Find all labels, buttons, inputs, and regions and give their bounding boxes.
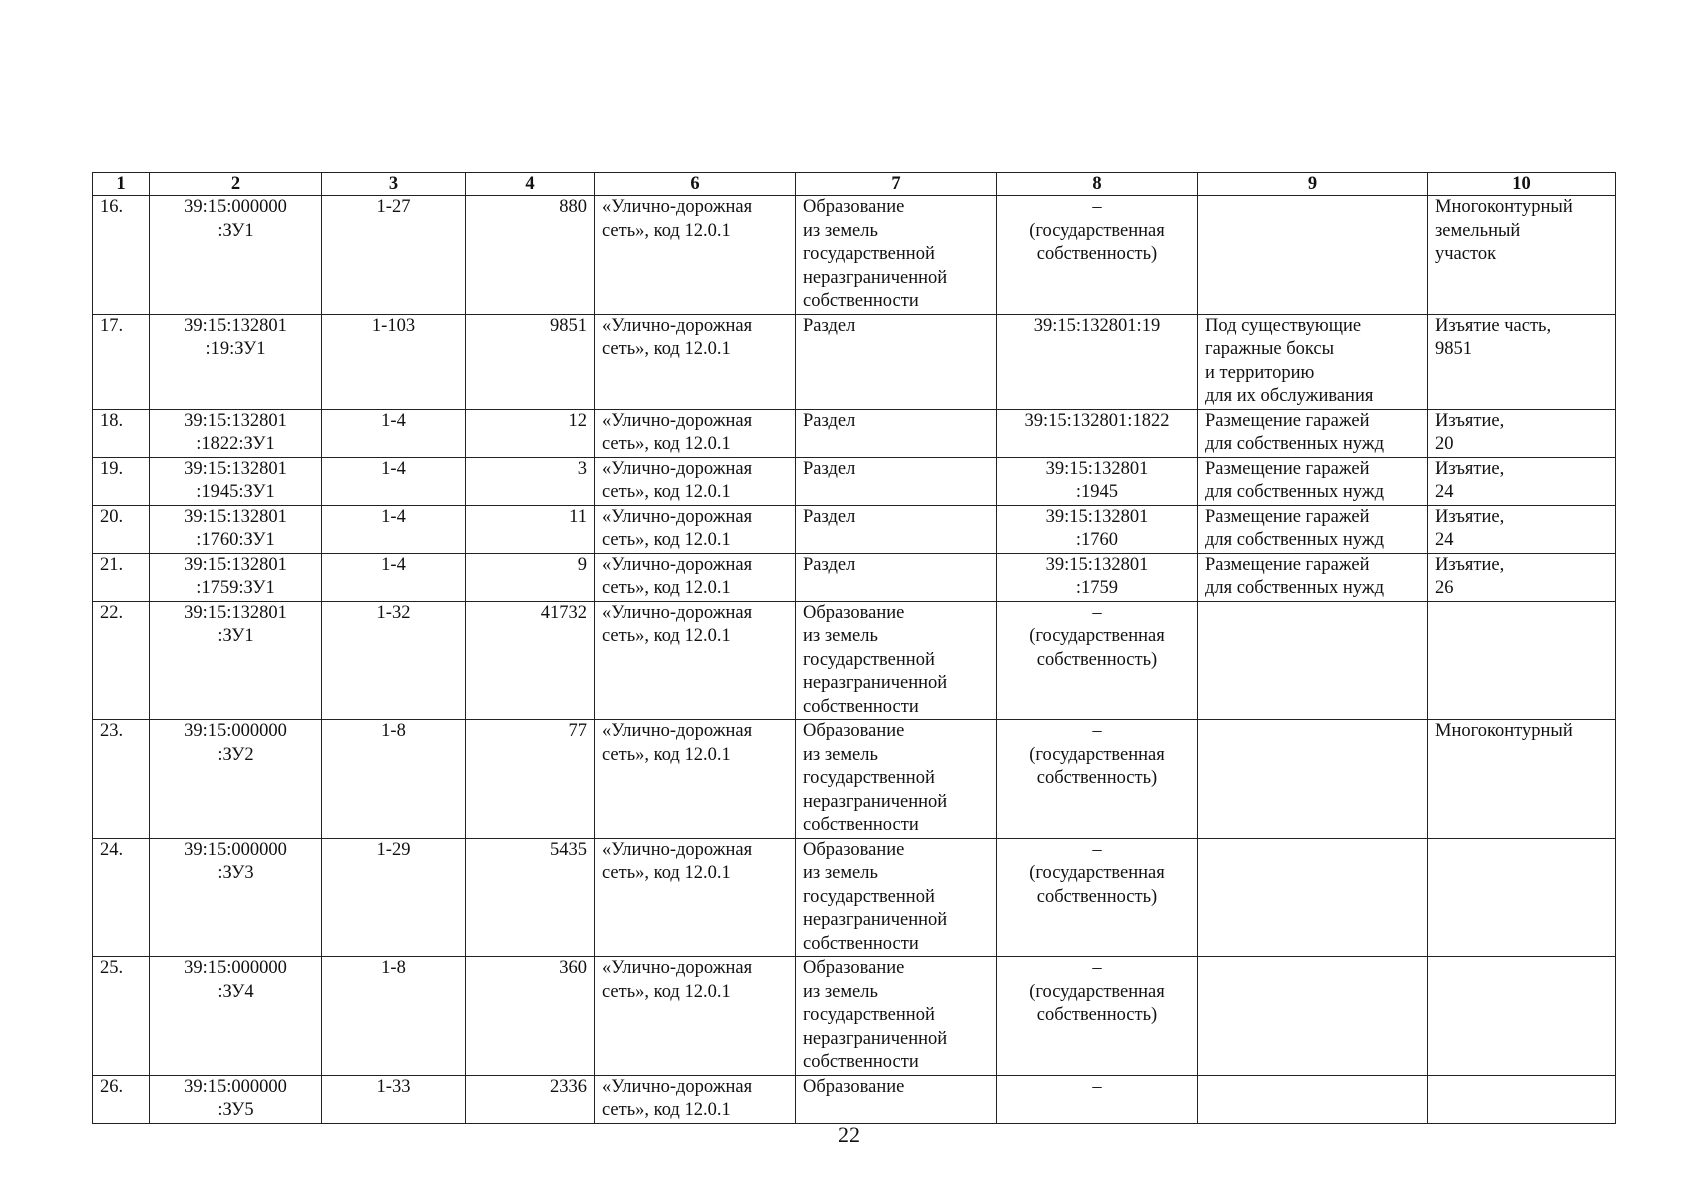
table-row (93, 1075, 1616, 1123)
row-number-cell: 25. (93, 957, 150, 1076)
cadastral-number-cell: 39:15:000000 :ЗУ2 (150, 720, 322, 839)
formation-method-cell: Раздел (796, 553, 997, 601)
table-row (93, 720, 1616, 839)
note-cell: Размещение гаражей для собственных нужд (1198, 505, 1428, 553)
header-cell: 7 (796, 173, 997, 196)
table-body (93, 196, 1616, 1124)
formation-method-cell: Раздел (796, 409, 997, 457)
area-value-cell: 77 (466, 720, 595, 839)
source-parcel-cell: – (997, 1075, 1198, 1123)
row-number-cell: 17. (93, 314, 150, 409)
cadastral-number-cell: 39:15:132801 :1945:ЗУ1 (150, 457, 322, 505)
note-cell: Под существующие гаражные боксы и территорию для их обслуживания (1198, 314, 1428, 409)
note-cell (1198, 720, 1428, 839)
area-value-cell: 9 (466, 553, 595, 601)
area-value-cell: 9851 (466, 314, 595, 409)
header-cell: 10 (1428, 173, 1616, 196)
additional-info-cell (1428, 1075, 1616, 1123)
formation-method-cell: Образование (796, 1075, 997, 1123)
area-value-cell: 5435 (466, 838, 595, 957)
formation-method-cell: Образование из земель государственной неразграниченной собственности (796, 838, 997, 957)
additional-info-cell (1428, 838, 1616, 957)
note-cell (1198, 1075, 1428, 1123)
permitted-use-cell: «Улично-дорожная сеть», код 12.0.1 (595, 838, 796, 957)
source-parcel-cell: – (государственная собственность) (997, 957, 1198, 1076)
boundary-points-cell: 1-32 (322, 601, 466, 720)
row-number-cell: 16. (93, 196, 150, 315)
boundary-points-cell: 1-4 (322, 457, 466, 505)
row-number-cell: 20. (93, 505, 150, 553)
cadastral-number-cell: 39:15:132801 :1759:ЗУ1 (150, 553, 322, 601)
row-number-cell: 24. (93, 838, 150, 957)
boundary-points-cell: 1-8 (322, 720, 466, 839)
header-cell: 9 (1198, 173, 1428, 196)
formation-method-cell: Образование из земель государственной неразграниченной собственности (796, 720, 997, 839)
permitted-use-cell: «Улично-дорожная сеть», код 12.0.1 (595, 601, 796, 720)
note-cell (1198, 196, 1428, 315)
source-parcel-cell: – (государственная собственность) (997, 720, 1198, 839)
formation-method-cell: Раздел (796, 505, 997, 553)
source-parcel-cell: 39:15:132801 :1760 (997, 505, 1198, 553)
area-value-cell: 11 (466, 505, 595, 553)
permitted-use-cell: «Улично-дорожная сеть», код 12.0.1 (595, 957, 796, 1076)
note-cell: Размещение гаражей для собственных нужд (1198, 457, 1428, 505)
additional-info-cell (1428, 601, 1616, 720)
additional-info-cell: Изъятие часть, 9851 (1428, 314, 1616, 409)
area-value-cell: 880 (466, 196, 595, 315)
row-number-cell: 19. (93, 457, 150, 505)
boundary-points-cell: 1-103 (322, 314, 466, 409)
cadastral-number-cell: 39:15:132801 :19:ЗУ1 (150, 314, 322, 409)
header-row (93, 173, 1616, 196)
cadastral-number-cell: 39:15:132801 :1822:ЗУ1 (150, 409, 322, 457)
row-number-cell: 18. (93, 409, 150, 457)
additional-info-cell: Многоконтурный (1428, 720, 1616, 839)
cadastral-number-cell: 39:15:132801 :ЗУ1 (150, 601, 322, 720)
source-parcel-cell: – (государственная собственность) (997, 196, 1198, 315)
page-number: 22 (838, 1122, 860, 1147)
note-cell (1198, 601, 1428, 720)
formation-method-cell: Образование из земель государственной неразграниченной собственности (796, 957, 997, 1076)
boundary-points-cell: 1-27 (322, 196, 466, 315)
permitted-use-cell: «Улично-дорожная сеть», код 12.0.1 (595, 457, 796, 505)
header-cell: 1 (93, 173, 150, 196)
area-value-cell: 360 (466, 957, 595, 1076)
table-row (93, 314, 1616, 409)
table-row (93, 457, 1616, 505)
note-cell (1198, 957, 1428, 1076)
area-value-cell: 3 (466, 457, 595, 505)
table-row (93, 838, 1616, 957)
additional-info-cell: Изъятие, 24 (1428, 457, 1616, 505)
boundary-points-cell: 1-4 (322, 409, 466, 457)
header-cell: 8 (997, 173, 1198, 196)
source-parcel-cell: 39:15:132801:1822 (997, 409, 1198, 457)
permitted-use-cell: «Улично-дорожная сеть», код 12.0.1 (595, 505, 796, 553)
boundary-points-cell: 1-29 (322, 838, 466, 957)
boundary-points-cell: 1-8 (322, 957, 466, 1076)
table-row (93, 553, 1616, 601)
note-cell: Размещение гаражей для собственных нужд (1198, 553, 1428, 601)
table-row (93, 409, 1616, 457)
formation-method-cell: Образование из земель государственной неразграниченной собственности (796, 601, 997, 720)
boundary-points-cell: 1-33 (322, 1075, 466, 1123)
table-row (93, 601, 1616, 720)
table-row (93, 505, 1616, 553)
permitted-use-cell: «Улично-дорожная сеть», код 12.0.1 (595, 1075, 796, 1123)
row-number-cell: 22. (93, 601, 150, 720)
row-number-cell: 26. (93, 1075, 150, 1123)
formation-method-cell: Образование из земель государственной неразграниченной собственности (796, 196, 997, 315)
permitted-use-cell: «Улично-дорожная сеть», код 12.0.1 (595, 720, 796, 839)
table-row (93, 196, 1616, 315)
table-row (93, 957, 1616, 1076)
area-value-cell: 12 (466, 409, 595, 457)
cadastral-number-cell: 39:15:000000 :ЗУ1 (150, 196, 322, 315)
note-cell (1198, 838, 1428, 957)
boundary-points-cell: 1-4 (322, 505, 466, 553)
additional-info-cell: Изъятие, 24 (1428, 505, 1616, 553)
permitted-use-cell: «Улично-дорожная сеть», код 12.0.1 (595, 553, 796, 601)
boundary-points-cell: 1-4 (322, 553, 466, 601)
additional-info-cell: Изъятие, 20 (1428, 409, 1616, 457)
note-cell: Размещение гаражей для собственных нужд (1198, 409, 1428, 457)
area-value-cell: 2336 (466, 1075, 595, 1123)
formation-method-cell: Раздел (796, 457, 997, 505)
header-cell: 2 (150, 173, 322, 196)
permitted-use-cell: «Улично-дорожная сеть», код 12.0.1 (595, 314, 796, 409)
header-cell: 6 (595, 173, 796, 196)
row-number-cell: 21. (93, 553, 150, 601)
row-number-cell: 23. (93, 720, 150, 839)
source-parcel-cell: – (государственная собственность) (997, 601, 1198, 720)
cadastral-number-cell: 39:15:132801 :1760:ЗУ1 (150, 505, 322, 553)
cadastral-number-cell: 39:15:000000 :ЗУ5 (150, 1075, 322, 1123)
additional-info-cell (1428, 957, 1616, 1076)
parcels-table (92, 172, 1616, 1124)
cadastral-number-cell: 39:15:000000 :ЗУ4 (150, 957, 322, 1076)
formation-method-cell: Раздел (796, 314, 997, 409)
source-parcel-cell: 39:15:132801 :1759 (997, 553, 1198, 601)
permitted-use-cell: «Улично-дорожная сеть», код 12.0.1 (595, 196, 796, 315)
cadastral-number-cell: 39:15:000000 :ЗУ3 (150, 838, 322, 957)
additional-info-cell: Изъятие, 26 (1428, 553, 1616, 601)
area-value-cell: 41732 (466, 601, 595, 720)
header-cell: 4 (466, 173, 595, 196)
source-parcel-cell: – (государственная собственность) (997, 838, 1198, 957)
header-cell: 3 (322, 173, 466, 196)
source-parcel-cell: 39:15:132801:19 (997, 314, 1198, 409)
additional-info-cell: Многоконтурный земельный участок (1428, 196, 1616, 315)
source-parcel-cell: 39:15:132801 :1945 (997, 457, 1198, 505)
permitted-use-cell: «Улично-дорожная сеть», код 12.0.1 (595, 409, 796, 457)
